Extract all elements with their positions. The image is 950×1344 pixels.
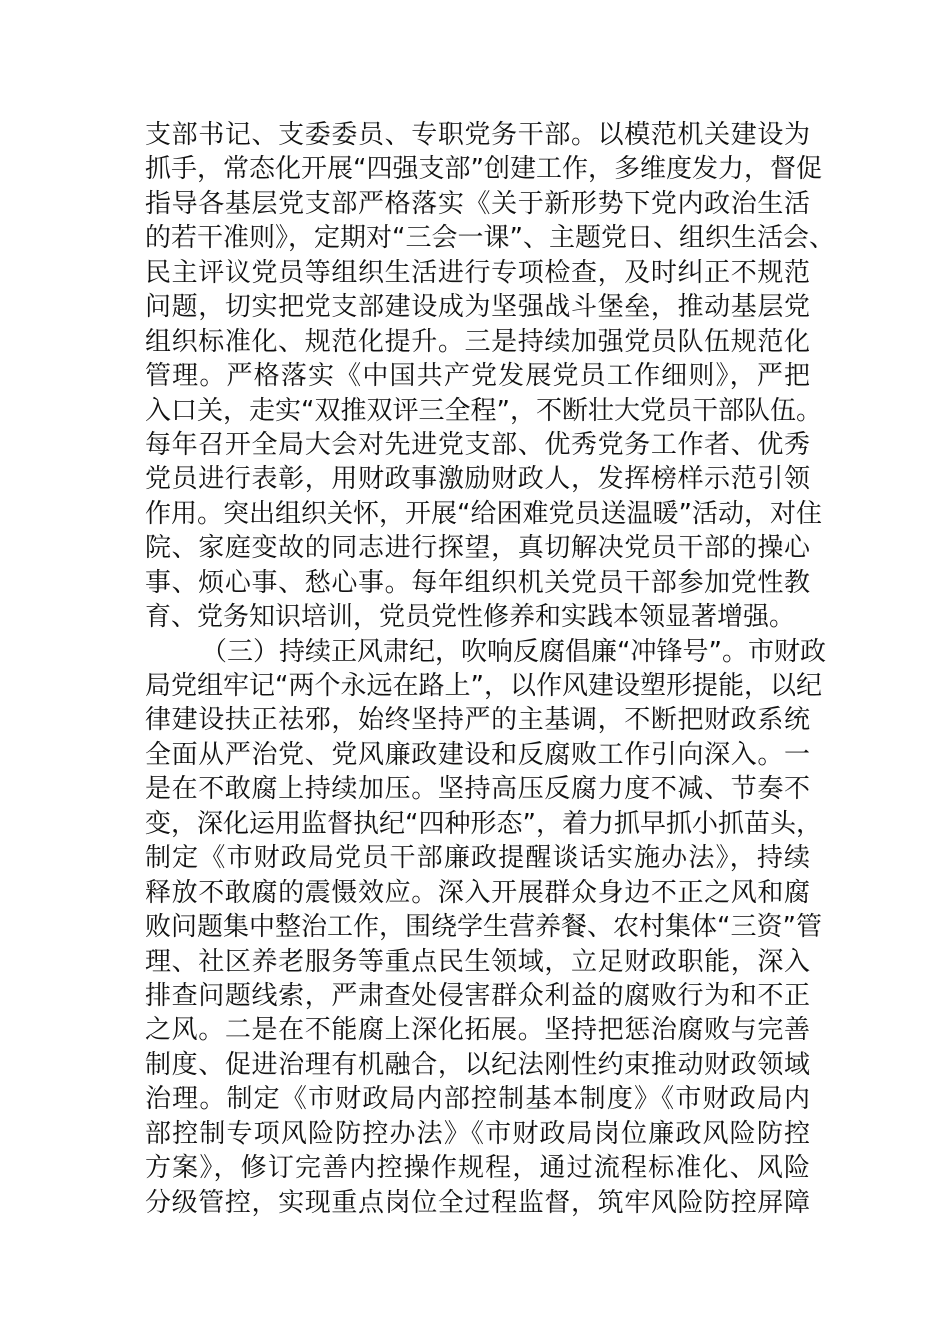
paragraph-line: 每年召开全局大会对先进党支部、优秀党务工作者、优秀: [145, 429, 810, 460]
paragraph-line: 制度、促进治理有机融合，以纪法刚性约束推动财政领域: [145, 1049, 810, 1080]
paragraph-line: 制定《市财政局党员干部廉政提醒谈话实施办法》，持续: [145, 843, 810, 874]
paragraph-line: 变，深化运用监督执纪“四种形态”，着力抓早抓小抓苗头，: [145, 808, 822, 839]
paragraph-line: 民主评议党员等组织生活进行专项检查，及时纠正不规范: [145, 257, 810, 288]
document-body: [145, 118, 835, 1220]
paragraph-line: 治理。制定《市财政局内部控制基本制度》《市财政局内: [145, 1084, 810, 1115]
paragraph-line: 事、烦心事、愁心事。每年组织机关党员干部参加党性教: [145, 567, 810, 598]
paragraph-line: 的若干准则》，定期对“三会一课”、主题党日、组织生活会、: [145, 223, 835, 254]
paragraph-line: 之风。二是在不能腐上深化拓展。坚持把惩治腐败与完善: [145, 1015, 810, 1046]
paragraph-line: 入口关，走实“双推双评三全程”，不断壮大党员干部队伍。: [145, 395, 822, 426]
paragraph-line: 释放不敢腐的震慑效应。深入开展群众身边不正之风和腐: [145, 877, 810, 908]
paragraph-line: 理、社区养老服务等重点民生领域，立足财政职能，深入: [145, 946, 810, 977]
paragraph-line: 组织标准化、规范化提升。三是持续加强党员队伍规范化: [145, 326, 810, 357]
paragraph-line: 局党组牢记“两个永远在路上”，以作风建设塑形提能，以纪: [145, 671, 822, 701]
paragraph-line: 支部书记、支委委员、专职党务干部。以模范机关建设为: [145, 120, 810, 150]
paragraph-line: 排查问题线索，严肃查处侵害群众利益的腐败行为和不正: [145, 980, 810, 1011]
paragraph-line: 律建设扶正祛邪，始终坚持严的主基调，不断把财政系统: [145, 705, 810, 736]
paragraph-line: 问题，切实把党支部建设成为坚强战斗堡垒，推动基层党: [145, 292, 810, 323]
paragraph-1: [145, 118, 835, 635]
paragraph-2: [145, 635, 826, 1220]
paragraph-line: 是在不敢腐上持续加压。坚持高压反腐力度不减、节奏不: [145, 774, 810, 805]
paragraph-line: 全面从严治党、党风廉政建设和反腐败工作引向深入。一: [145, 739, 810, 770]
paragraph-line: 育、党务知识培训，党员党性修养和实践本领显著增强。: [145, 602, 796, 633]
paragraph-line: 管理。严格落实《中国共产党发展党员工作细则》，严把: [145, 361, 810, 392]
paragraph-line: 方案》，修订完善内控操作规程，通过流程标准化、风险: [145, 1153, 810, 1184]
paragraph-line: 败问题集中整治工作，围绕学生营养餐、农村集体“三资”管: [145, 912, 822, 943]
paragraph-line: 院、家庭变故的同志进行探望，真切解决党员干部的操心: [145, 533, 810, 564]
paragraph-line: 作用。突出组织关怀，开展“给困难党员送温暖”活动，对住: [145, 498, 822, 529]
paragraph-line: 指导各基层党支部严格落实《关于新形势下党内政治生活: [145, 188, 810, 219]
paragraph-line: 部控制专项风险防控办法》《市财政局岗位廉政风险防控: [145, 1118, 810, 1149]
paragraph-line: （三）持续正风肃纪，吹响反腐倡廉“冲锋号”。市财政: [201, 636, 826, 667]
paragraph-line: 分级管控，实现重点岗位全过程监督，筑牢风险防控屏障: [145, 1187, 810, 1218]
paragraph-line: 党员进行表彰，用财政事激励财政人，发挥榜样示范引领: [145, 464, 810, 495]
paragraph-line: 抓手，常态化开展“四强支部”创建工作，多维度发力，督促: [145, 154, 822, 185]
